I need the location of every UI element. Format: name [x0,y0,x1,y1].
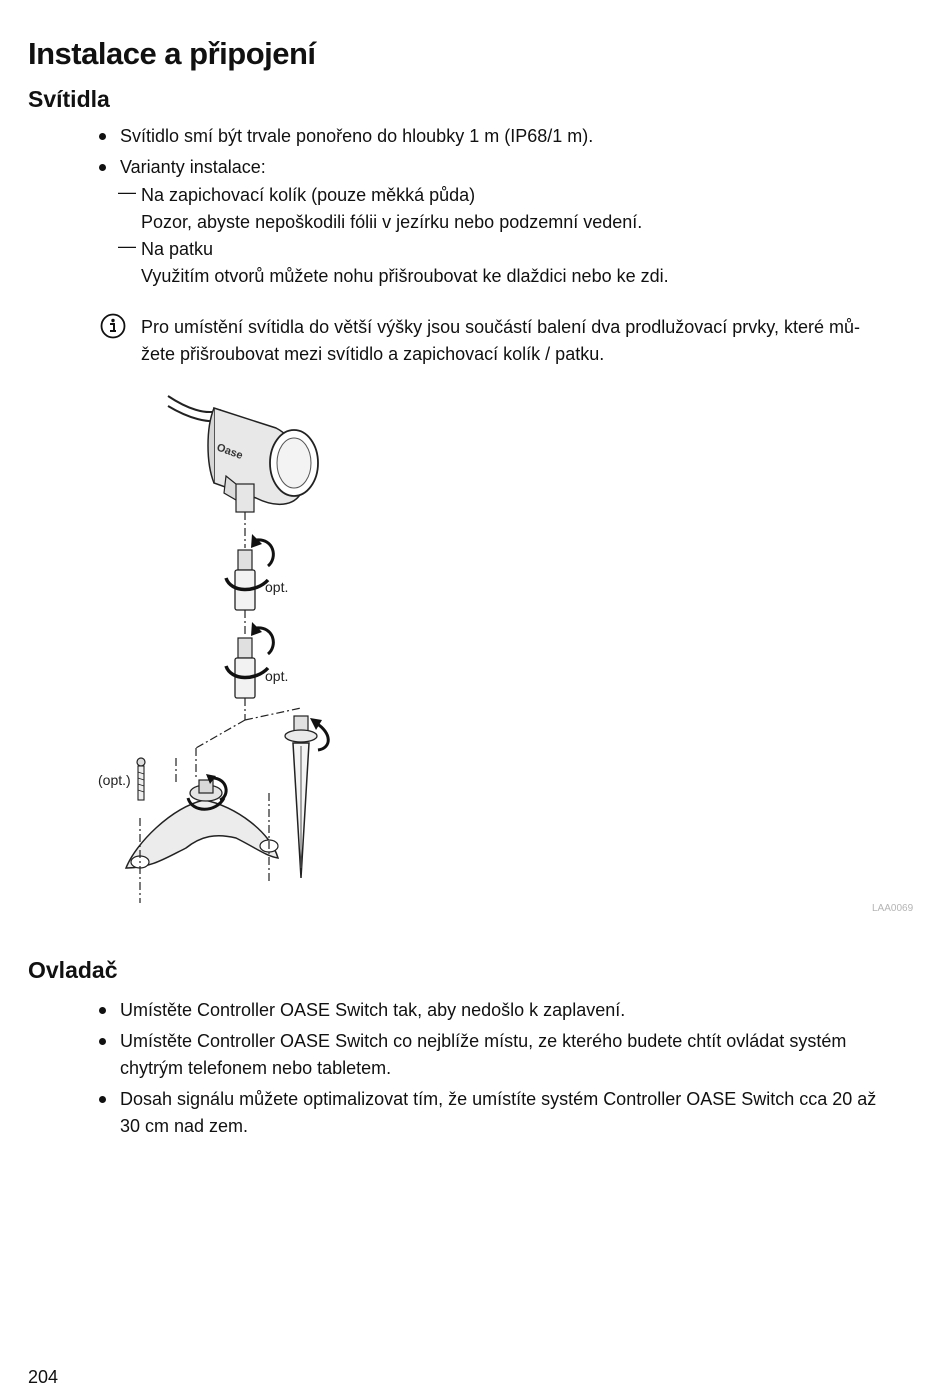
info-note-line: žete přišroubovat mezi svítidlo a zapichovací kolík / patku. [141,344,605,364]
bullet-marker [99,1096,106,1103]
variant-label: Na zapichovací kolík (pouze měkká půda) [141,185,476,205]
page-number: 204 [28,1367,59,1387]
variant-note: Využitím otvorů můžete nohu přišroubovat ke dlaždici nebo ke zdi. [141,266,669,286]
list-item: Svítidlo smí být trvale ponořeno do hloubky 1 m (IP68/1 m). [120,126,594,146]
screw-label: (opt.) [98,772,131,788]
list-item-continuation: chytrým telefonem nebo tabletem. [120,1058,392,1078]
page-title: Instalace a připojení [28,36,316,71]
list-item: Dosah signálu můžete optimalizovat tím, že umístíte systém Controller OASE Switch cca 20 až [120,1089,877,1109]
variant-note: Pozor, abyste nepoškodili fólii v jezírku nebo podzemní vedení. [141,212,643,232]
figure-code: LAA0069 [872,903,914,914]
list-item: Umístěte Controller OASE Switch tak, aby nedošlo k zaplavení. [120,1000,626,1020]
bullet-marker [99,164,106,171]
dash-marker: — [118,236,136,256]
installation-illustration [96,388,341,908]
bullet-marker [99,133,106,140]
list-item-continuation: 30 cm nad zem. [120,1116,249,1136]
ground-spike [285,716,328,878]
screw [137,758,145,800]
bullet-marker [99,1038,106,1045]
info-note-line: Pro umístění svítidla do větší výšky jsou součástí balení dva prodlužovací prvky, které mů- [141,317,860,337]
section-heading-ovladac: Ovladač [28,957,118,983]
base-foot [126,774,278,868]
optional-label: opt. [265,668,289,684]
extension-element [226,534,273,610]
info-icon [100,313,126,339]
list-item: Varianty instalace: [120,157,266,177]
dash-marker: — [118,182,136,202]
extension-element [226,622,273,698]
variant-label: Na patku [141,239,214,259]
list-item: Umístěte Controller OASE Switch co nejblíže místu, ze kterého budete chtít ovládat systém [120,1031,847,1051]
optional-label: opt. [265,579,289,595]
brand-label: Oase [214,441,245,463]
bullet-marker [99,1007,106,1014]
section-heading-svitidla: Svítidla [28,86,110,112]
